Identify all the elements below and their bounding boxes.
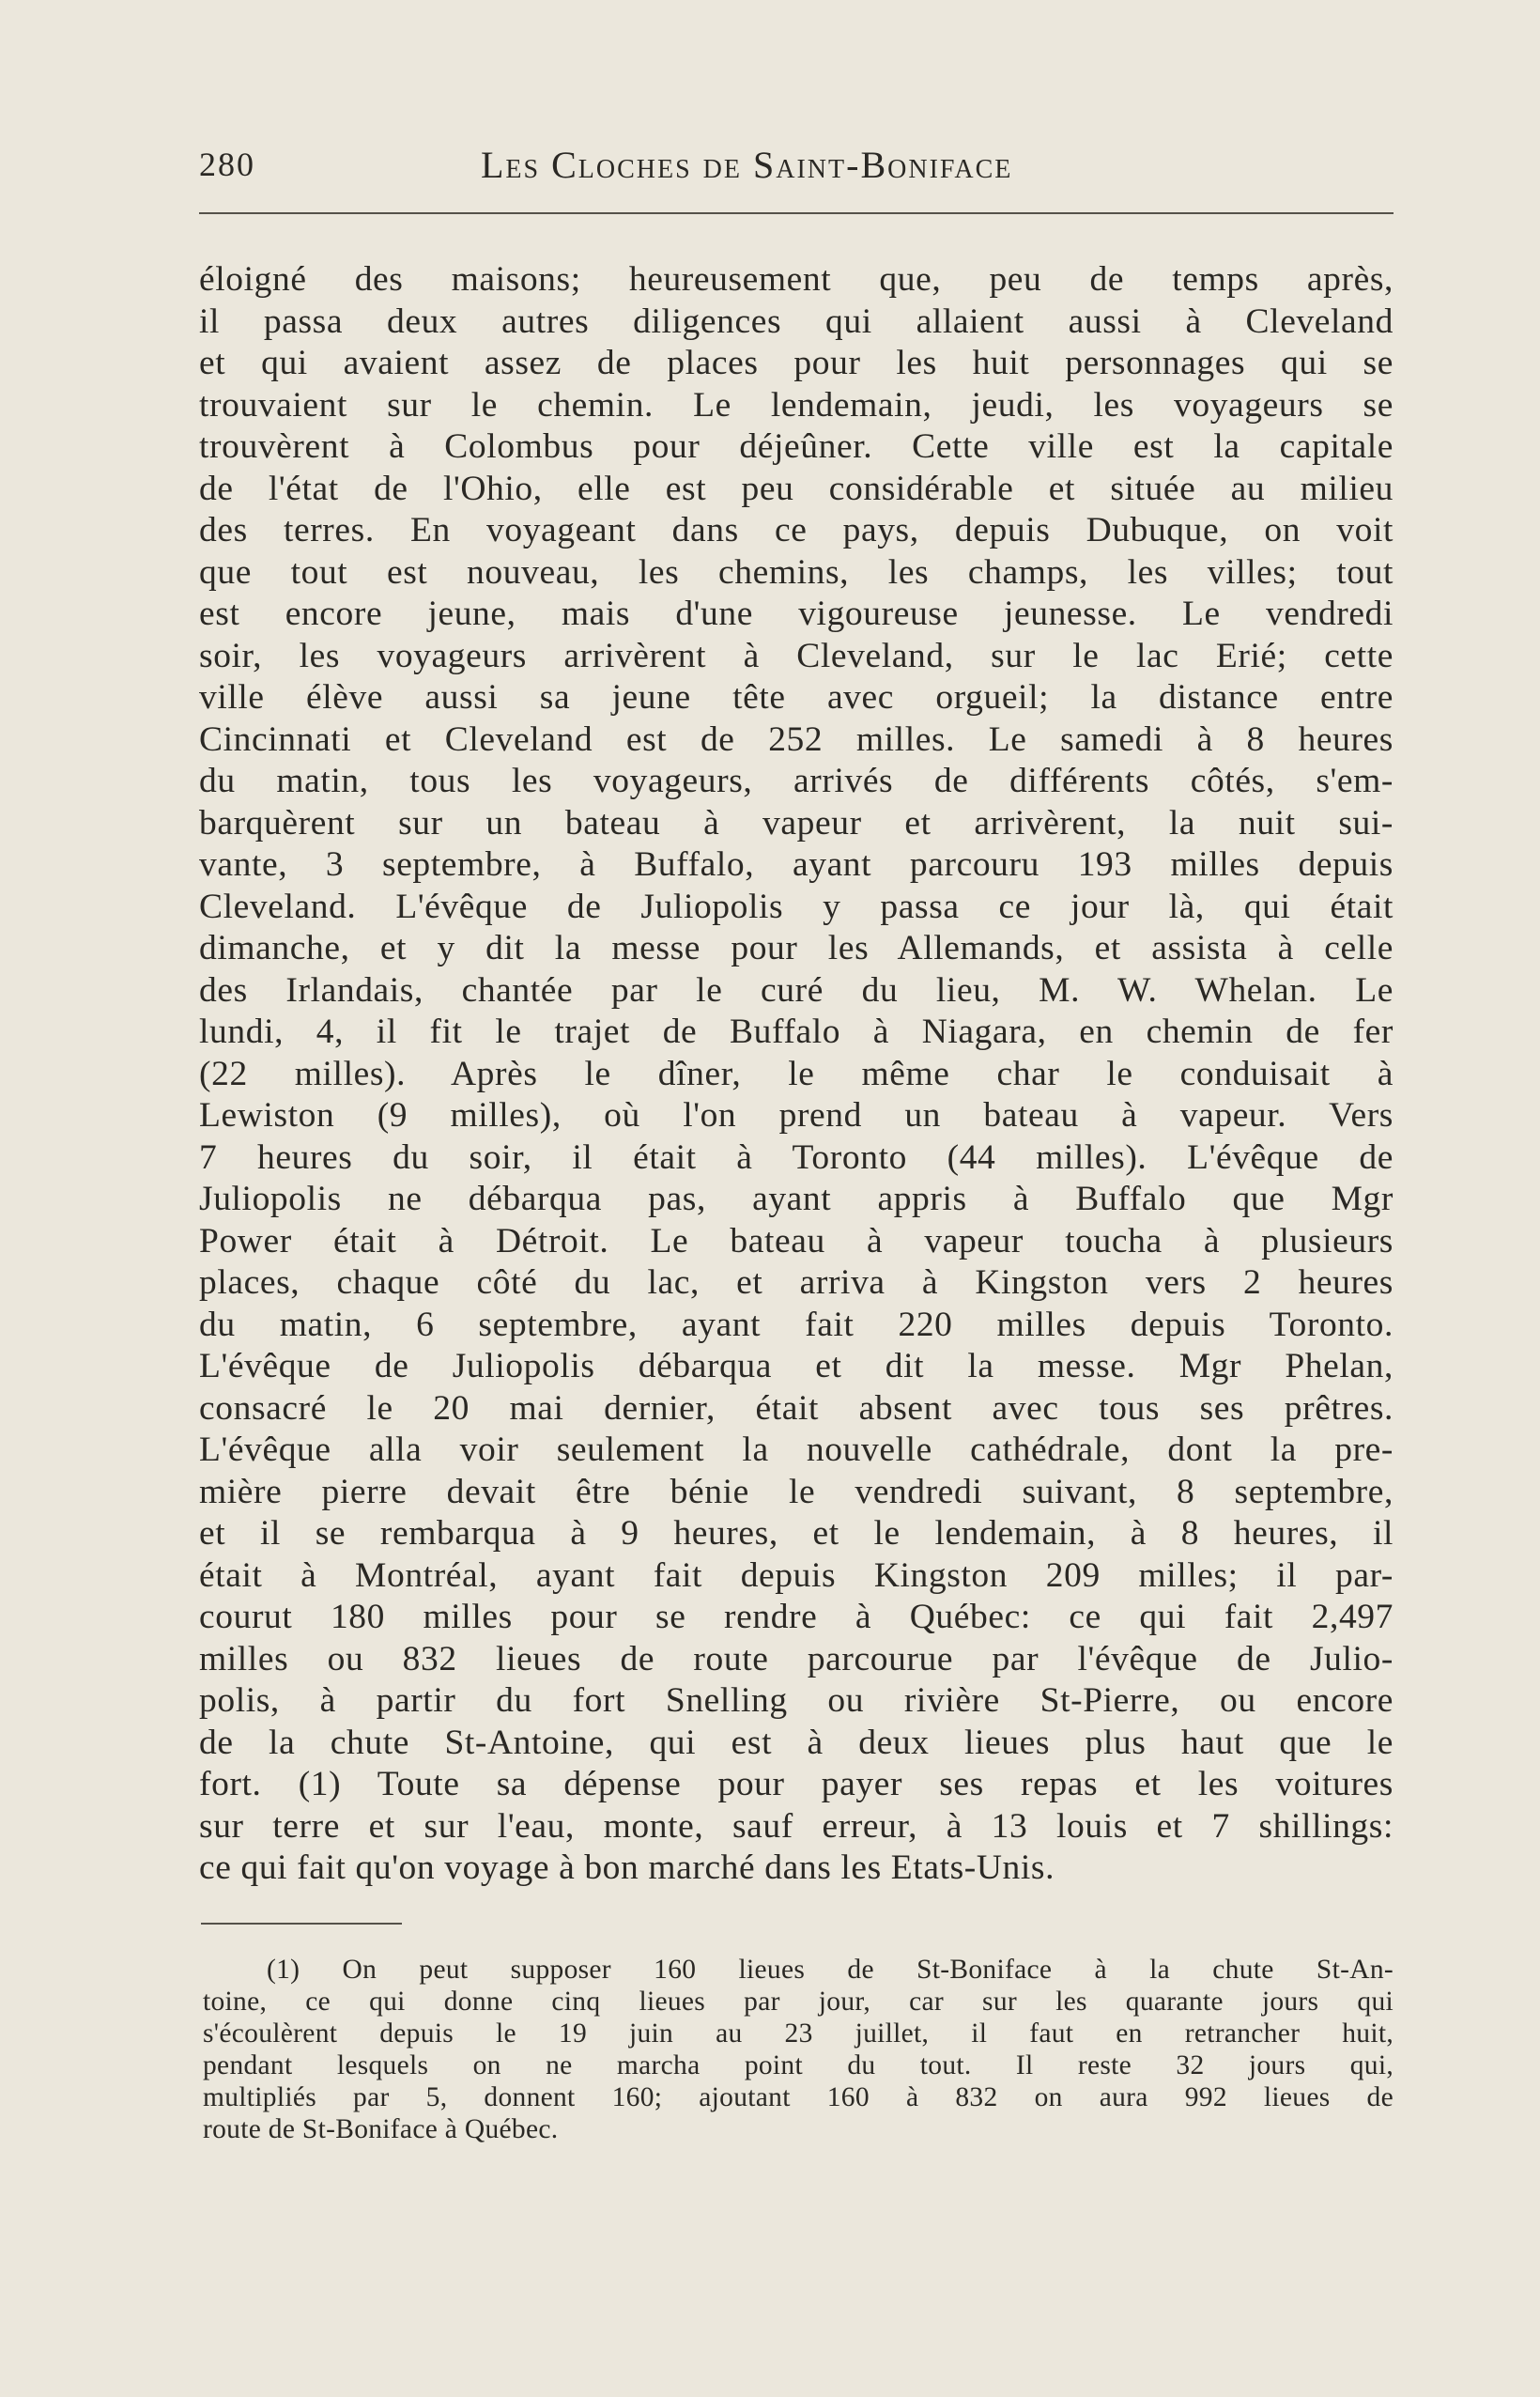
text-line: des terres. En voyageant dans ce pays, depuis Dubuque, on voit (199, 511, 1394, 549)
text-line: du matin, tous les voyageurs, arrivés de différents côtés, s'em- (199, 762, 1394, 800)
text-line: est encore jeune, mais d'une vigoureuse jeunesse. Le vendredi (199, 595, 1394, 633)
footnote-line: toine, ce qui donne cinq lieues par jour, car sur les quarante jours qui (203, 1987, 1394, 2017)
text-line: places, chaque côté du lac, et arriva à Kingston vers 2 heures (199, 1263, 1394, 1302)
text-line: vante, 3 septembre, à Buffalo, ayant parcouru 193 milles depuis (199, 845, 1394, 884)
text-line: de l'état de l'Ohio, elle est peu considérable et située au milieu (199, 469, 1394, 508)
text-line: des Irlandais, chantée par le curé du lieu, M. W. Whelan. Le (199, 970, 1394, 1010)
text-line: courut 180 milles pour se rendre à Québec: ce qui fait 2,497 (199, 1598, 1394, 1636)
footnote (203, 1954, 1394, 2145)
footnote-line: route de St-Boniface à Québec. (203, 2114, 559, 2144)
text-line: milles ou 832 lieues de route parcourue par l'évêque de Julio- (199, 1639, 1394, 1678)
footnote-line: s'écoulèrent depuis le 19 juin au 23 juillet, il faut en retrancher huit, (203, 2018, 1394, 2049)
text-line: lundi, 4, il fit le trajet de Buffalo à Niagara, en chemin de fer (199, 1013, 1394, 1051)
text-line: polis, à partir du fort Snelling ou rivière St-Pierre, ou encore (199, 1681, 1394, 1720)
footnote-rule (201, 1923, 402, 1925)
text-line: sur terre et sur l'eau, monte, sauf erreur, à 13 louis et 7 shillings: (199, 1806, 1394, 1846)
text-line: dimanche, et y dit la messe pour les Allemands, et assista à celle (199, 929, 1394, 967)
text-line: trouvèrent à Colombus pour déjeûner. Cette ville est la capitale (199, 427, 1394, 466)
text-line: Power était à Détroit. Le bateau à vapeur toucha à plusieurs (199, 1221, 1394, 1260)
text-line: éloigné des maisons; heureusement que, peu de temps après, (199, 260, 1394, 299)
footnote-line: pendant lesquels on ne marcha point du tout. Il reste 32 jours qui, (203, 2050, 1394, 2080)
text-line: était à Montréal, ayant fait depuis Kingston 209 milles; il par- (199, 1555, 1394, 1595)
text-line: du matin, 6 septembre, ayant fait 220 milles depuis Toronto. (199, 1305, 1394, 1344)
text-line: soir, les voyageurs arrivèrent à Cleveland, sur le lac Erié; cette (199, 636, 1394, 675)
text-line: ville élève aussi sa jeune tête avec orgueil; la distance entre (199, 678, 1394, 717)
text-line: trouvaient sur le chemin. Le lendemain, jeudi, les voyageurs se (199, 385, 1394, 425)
page-number: 280 (199, 146, 255, 183)
text-line: L'évêque alla voir seulement la nouvelle cathédrale, dont la pre- (199, 1430, 1394, 1469)
text-line: 7 heures du soir, il était à Toronto (44 milles). L'évêque de (199, 1137, 1394, 1177)
footnote-line: (1) On peut supposer 160 lieues de St-Boniface à la chute St-An- (267, 1955, 1394, 1985)
text-line: que tout est nouveau, les chemins, les champs, les villes; tout (199, 552, 1394, 592)
text-line: ce qui fait qu'on voyage à bon marché dans les Etats-Unis. (199, 1848, 1055, 1887)
text-line: Juliopolis ne débarqua pas, ayant appris à Buffalo que Mgr (199, 1180, 1394, 1218)
text-line: mière pierre devait être bénie le vendredi suivant, 8 septembre, (199, 1472, 1394, 1511)
running-title: Les Cloches de Saint-Boniface (481, 144, 1013, 186)
text-line: de la chute St-Antoine, qui est à deux lieues plus haut que le (199, 1723, 1394, 1762)
text-line: Cleveland. L'évêque de Juliopolis y passa ce jour là, qui était (199, 887, 1394, 926)
text-line: fort. (1) Toute sa dépense pour payer ses repas et les voitures (199, 1765, 1394, 1803)
text-line: barquèrent sur un bateau à vapeur et arrivèrent, la nuit sui- (199, 803, 1394, 843)
text-line: et qui avaient assez de places pour les huit personnages qui se (199, 344, 1394, 382)
text-line: il passa deux autres diligences qui allaient aussi à Cleveland (199, 302, 1394, 341)
text-line: et il se rembarqua à 9 heures, et le lendemain, à 8 heures, il (199, 1514, 1394, 1553)
body-text (199, 259, 1394, 1890)
text-line: Lewiston (9 milles), où l'on prend un bateau à vapeur. Vers (199, 1096, 1394, 1135)
page-header (199, 139, 1394, 192)
header-rule (199, 212, 1394, 214)
text-line: (22 milles). Après le dîner, le même char le conduisait à (199, 1054, 1394, 1093)
text-line: consacré le 20 mai dernier, était absent avec tous ses prêtres. (199, 1388, 1394, 1428)
footnote-line: multipliés par 5, donnent 160; ajoutant 160 à 832 on aura 992 lieues de (203, 2082, 1394, 2112)
text-line: L'évêque de Juliopolis débarqua et dit la messe. Mgr Phelan, (199, 1347, 1394, 1385)
text-line: Cincinnati et Cleveland est de 252 milles. Le samedi à 8 heures (199, 719, 1394, 759)
